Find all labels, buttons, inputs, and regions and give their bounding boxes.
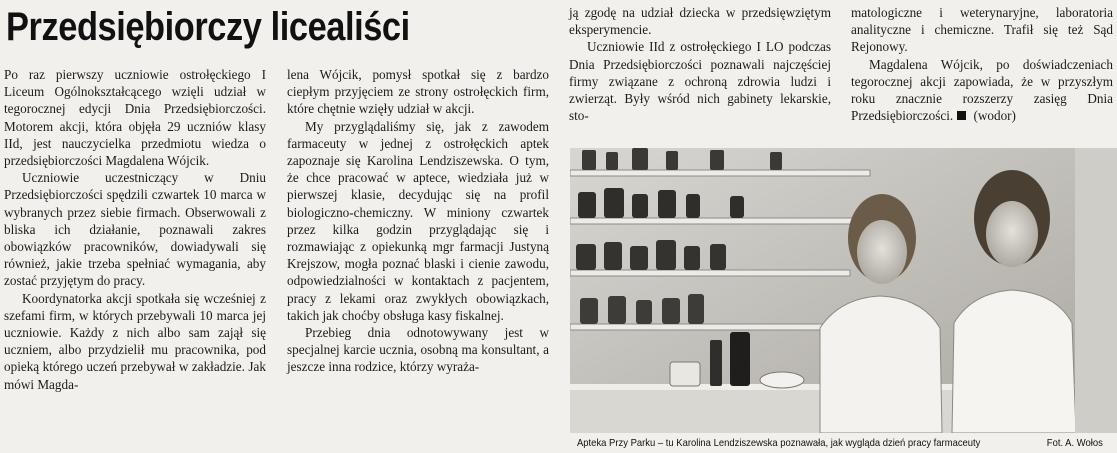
paragraph: Koordynatorka akcji spotkała się wcześniej z szefami firm, w których przebywali 10 marca jej uczniowie. Każdy z nich albo sam zajął się uczniem, albo przydzielił mu pracownika, pod opieką którego uczeń przebywał w zakładzie. Jak mówi Magda- <box>4 290 266 392</box>
paragraph: Uczniowie uczestniczący w Dniu Przedsiębiorczości spędzili czwartek 10 marca w wybranych przez siebie firmach. Obserwowali z bliska ich działanie, poznawali zakres obowiązków pracowników, dowiadywali się również, jakie trzeba spełniać wymagania, aby zostać przyjętym do pracy. <box>4 170 266 289</box>
paragraph: My przyglądaliśmy się, jak z zawodem farmaceuty w jednej z ostrołęckich aptek zapoznaje się Karolina Lendziszewska. O tym, że chce pracować w aptece, wiedziała już w pierwszej klasie, decydując się na profil biologiczno-chemiczny. W miniony czwartek przez kilka godzin przyglądając się i rozmawiając z opiekunką mgr farmacji Justyną Krejszow, mogła poznać blaski i cienie zawodu, odpowiedzialności w kontaktach z pacjentem, pracy z lekami oraz zwykłych obowiązkach, takich jak choćby obsługa kasy fiskalnej. <box>287 118 549 323</box>
article-column-2 <box>287 66 549 376</box>
article-column-1 <box>4 66 266 393</box>
article-column-4 <box>851 4 1113 124</box>
paragraph: Przebieg dnia odnotowywany jest w specjalnej karcie ucznia, osobną ma konsultant, a jeszcze inna rodzice, którzy wyraża- <box>287 325 549 375</box>
article-headline: Przedsiębiorczy licealiści <box>6 5 410 49</box>
photo-credit: Fot. A. Wołos <box>1046 437 1103 449</box>
paragraph: ją zgodę na udział dziecka w przedsięwziętym eksperymencie. <box>569 5 831 38</box>
pharmacy-photo-illustration <box>570 148 1117 433</box>
paragraph: Uczniowie IId z ostrołęckiego I LO podczas Dnia Przedsiębiorczości poznawali najczęściej firmy związane z ochroną zdrowia ludzi i zwierząt. Były wśród nich gabinety lekarskie, sto- <box>569 39 831 124</box>
paragraph: Po raz pierwszy uczniowie ostrołęckiego I Liceum Ogólnokształcącego wzięli udział w tegorocznej edycji Dnia Przedsiębiorczości. Motorem akcji, która objęła 29 uczniów klasy IId, jest nauczycielka przedmiotu wiedza o przedsiębiorczości Magdalena Wójcik. <box>4 67 266 169</box>
pharmacy-photo <box>570 148 1117 433</box>
author-signature: (wodor) <box>973 108 1016 124</box>
paragraph: matologiczne i weterynaryjne, laboratoria analityczne i chemiczne. Trafił się też Sąd Rejonowy. <box>851 5 1113 55</box>
closing-paragraph-text: Magdalena Wójcik, po doświadczeniach tegorocznej akcji zapowiada, że w przyszłym roku znacznie rozszerzy zasięg Dnia Przedsiębiorczości. <box>851 56 1113 124</box>
article-column-3 <box>569 4 831 124</box>
paragraph: lena Wójcik, pomysł spotkał się z bardzo ciepłym przyjęciem ze strony ostrołęckich firm, które chętnie wzięły udział w akcji. <box>287 67 549 117</box>
photo-caption-text: Apteka Przy Parku – tu Karolina Lendziszewska poznawała, jak wygląda dzień pracy farmaceuty <box>577 437 981 449</box>
paragraph <box>851 56 1113 125</box>
end-mark-icon <box>957 111 966 120</box>
photo-caption <box>577 435 1103 451</box>
